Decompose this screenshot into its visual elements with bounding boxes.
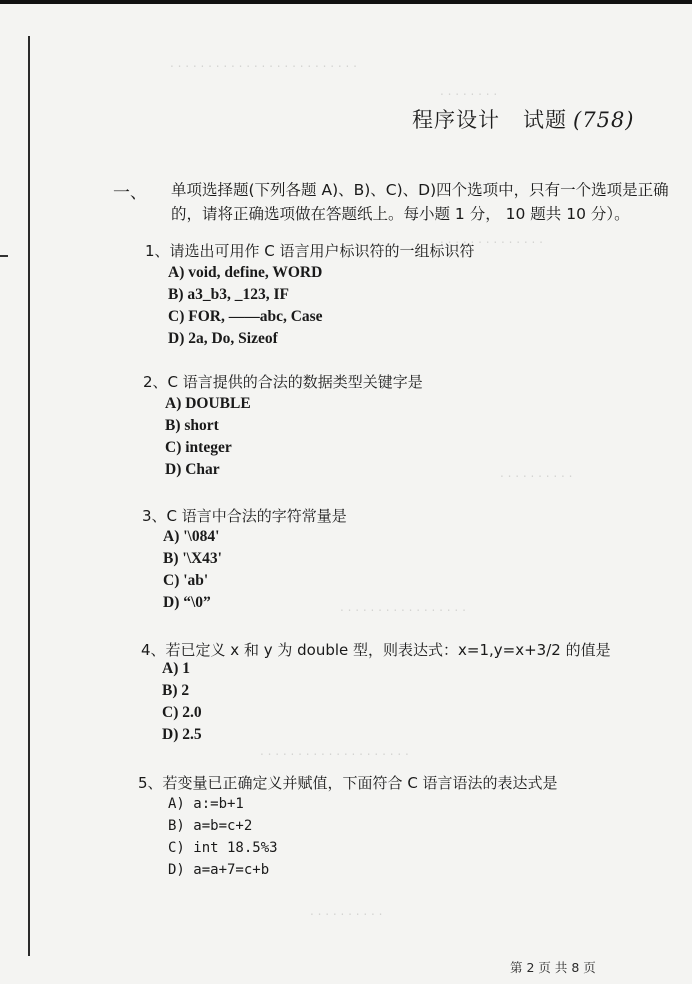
option-a: A) a:=b+1 (168, 796, 244, 812)
option-b: B) a=b=c+2 (168, 818, 253, 834)
option-c: C) int 18.5%3 (168, 840, 278, 856)
bleed-through-mark: ‧ ‧ ‧ ‧ ‧ ‧ ‧ ‧ ‧ ‧ ‧ ‧ ‧ ‧ ‧ ‧ ‧ (340, 604, 466, 618)
margin-rule (28, 36, 30, 956)
option-d: D) “\0” (163, 594, 211, 611)
bleed-through-mark: ‧ ‧ ‧ ‧ ‧ ‧ ‧ ‧ ‧ ‧ (500, 470, 573, 484)
question-stem: 1、请选出可用作 C 语言用户标识符的一组标识符 (145, 242, 475, 260)
title-code: (758) (573, 108, 635, 132)
title-exam: 试题 (523, 108, 568, 132)
bleed-through-mark: ‧ ‧ ‧ ‧ ‧ ‧ ‧ ‧ ‧ ‧ ‧ ‧ ‧ ‧ ‧ ‧ ‧ ‧ ‧ ‧ ‧ ‧ ‧ ‧ ‧ (170, 60, 357, 74)
bleed-through-mark: ‧ ‧ ‧ ‧ ‧ ‧ ‧ ‧ (440, 88, 498, 102)
option-c: C) integer (165, 439, 232, 456)
option-b: B) '\X43' (163, 550, 222, 567)
question-stem: 5、若变量已正确定义并赋值，下面符合 C 语言语法的表达式是 (138, 774, 558, 792)
section-instruction: 单项选择题(下列各题 A)、B)、C)、D)四个选项中，只有一个选项是正确的，请将正确选项做在答题纸上。每小题 1 分， 10 题共 10 分）。 (171, 181, 669, 223)
margin-tick (0, 255, 8, 257)
option-c: C) FOR, ——abc, Case (168, 308, 323, 325)
page-number: 第 2 页 共 8 页 (510, 960, 596, 975)
bleed-through-mark: ‧ ‧ ‧ ‧ ‧ ‧ ‧ ‧ ‧ ‧ (310, 908, 383, 922)
question-stem: 4、若已定义 x 和 y 为 double 型，则表达式：x=1,y=x+3/2 的值是 (141, 641, 611, 659)
section-number: 一、 (113, 183, 147, 203)
bleed-through-mark: ‧ ‧ ‧ ‧ ‧ ‧ ‧ ‧ ‧ ‧ ‧ ‧ ‧ ‧ (440, 236, 543, 250)
question-stem: 3、C 语言中合法的字符常量是 (142, 507, 347, 525)
question-stem: 2、C 语言提供的合法的数据类型关键字是 (143, 373, 423, 391)
option-b: B) 2 (162, 682, 190, 699)
option-d: D) 2.5 (162, 726, 202, 743)
scan-top-edge (0, 0, 692, 4)
option-a: A) DOUBLE (165, 395, 251, 412)
option-d: D) 2a, Do, Sizeof (168, 330, 278, 347)
option-a: A) 1 (162, 660, 190, 677)
option-a: A) '\084' (163, 528, 220, 545)
option-d: D) a=a+7=c+b (168, 862, 270, 878)
option-d: D) Char (165, 461, 220, 478)
exam-title (412, 104, 635, 134)
title-subject: 程序设计 (412, 108, 500, 132)
option-a: A) void, define, WORD (168, 264, 323, 281)
option-c: C) 2.0 (162, 704, 202, 721)
option-b: B) short (165, 417, 219, 434)
option-b: B) a3_b3, _123, IF (168, 286, 289, 303)
bleed-through-mark: ‧ ‧ ‧ ‧ ‧ ‧ ‧ ‧ ‧ ‧ ‧ ‧ ‧ ‧ ‧ ‧ ‧ ‧ ‧ ‧ (260, 748, 409, 762)
option-c: C) 'ab' (163, 572, 209, 589)
